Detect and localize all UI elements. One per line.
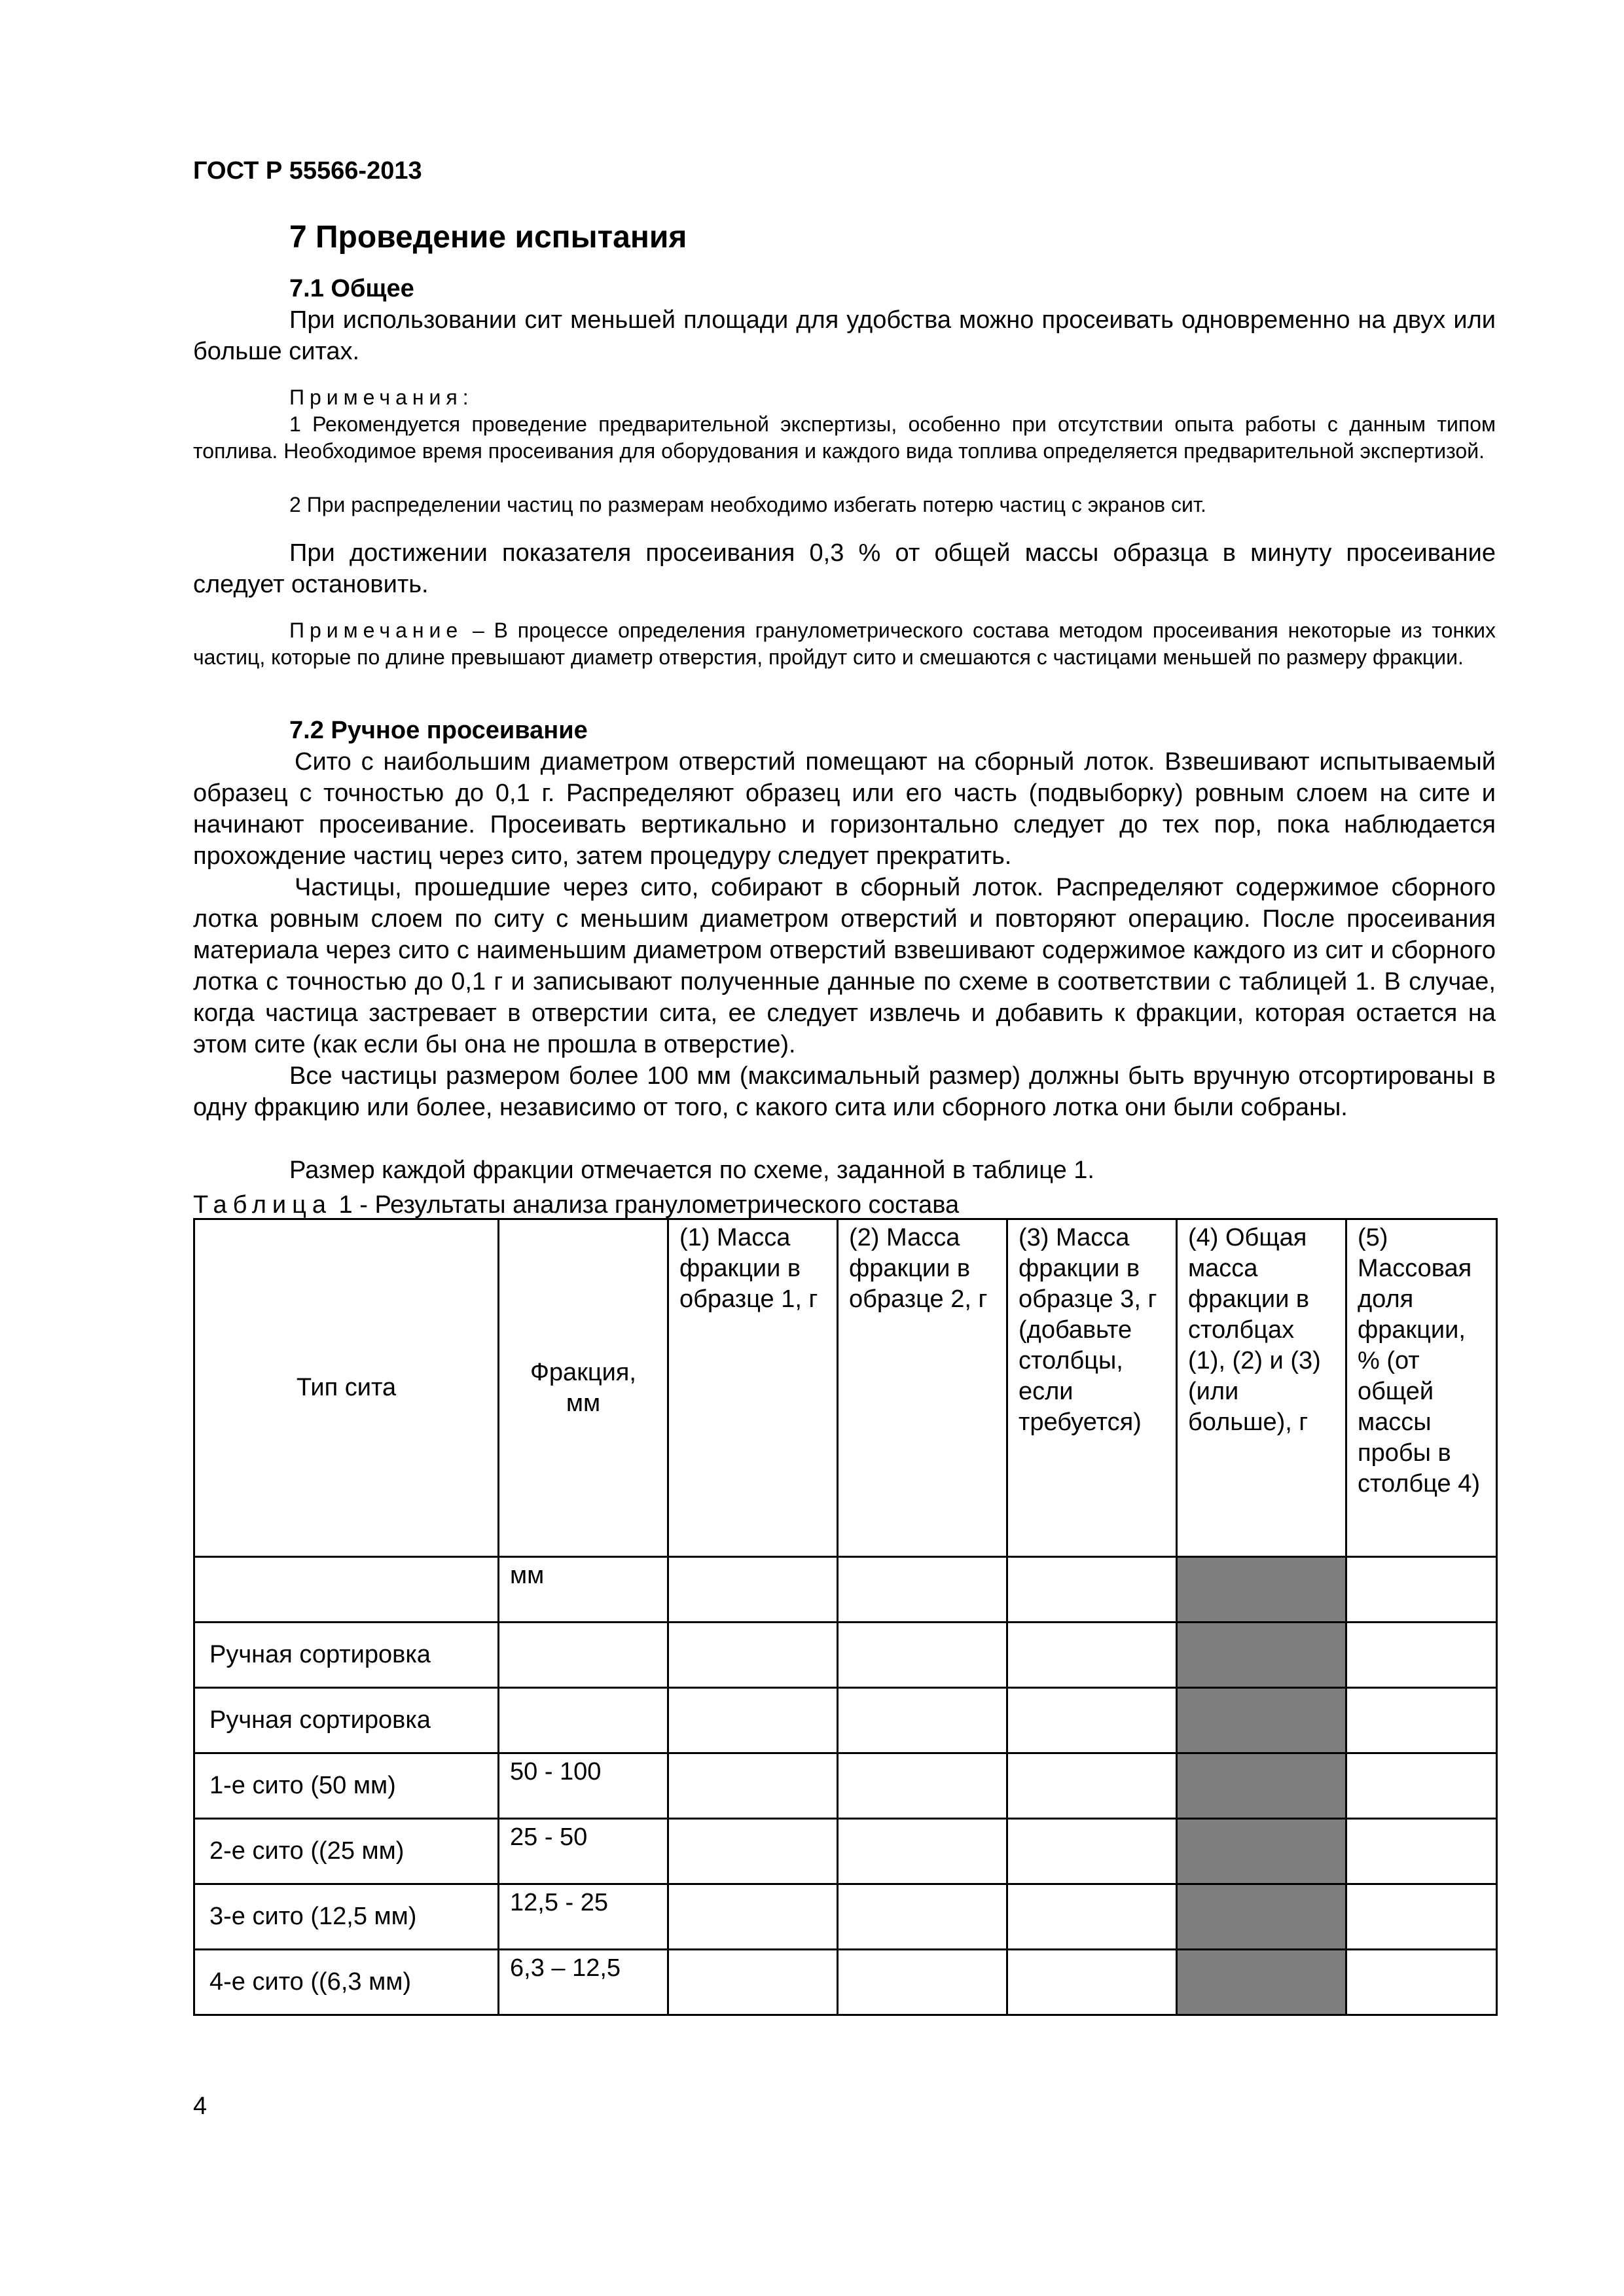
cell-sieve-type: Ручная сортировка xyxy=(194,1688,499,1753)
notes-label: Примечания: xyxy=(289,386,474,409)
table-row xyxy=(194,1753,1497,1819)
table-caption xyxy=(193,1189,959,1221)
cell-fraction: 12,5 - 25 xyxy=(499,1884,668,1950)
cell-mass-sample-3 xyxy=(1007,1557,1177,1623)
header-mass-sample-2: (2) Масса фракции в образце 2, г xyxy=(838,1219,1007,1557)
cell-mass-sample-2 xyxy=(838,1688,1007,1753)
cell-mass-sample-1 xyxy=(668,1623,838,1688)
cell-fraction: 25 - 50 xyxy=(499,1819,668,1884)
page-number: 4 xyxy=(193,2092,208,2120)
cell-sieve-type xyxy=(194,1557,499,1623)
paragraph-7-1-1: При использовании сит меньшей площади для удобства можно просеивать одновременно на двух или больше ситах. xyxy=(193,306,1496,365)
cell-sieve-type: 4-е сито ((6,3 мм) xyxy=(194,1950,499,2015)
cell-fraction xyxy=(499,1623,668,1688)
cell-mass-sample-3 xyxy=(1007,1884,1177,1950)
note-2: 2 При распределении частиц по размерам необходимо избегать потерю частиц с экранов сит. xyxy=(289,493,1206,516)
cell-sieve-type: Ручная сортировка xyxy=(194,1623,499,1688)
cell-fraction: 50 - 100 xyxy=(499,1753,668,1819)
cell-mass-sample-3 xyxy=(1007,1623,1177,1688)
table-row xyxy=(194,1688,1497,1753)
cell-total-mass xyxy=(1177,1623,1346,1688)
cell-mass-sample-1 xyxy=(668,1557,838,1623)
cell-sieve-type: 2-е сито ((25 мм) xyxy=(194,1819,499,1884)
cell-mass-sample-1 xyxy=(668,1753,838,1819)
table-row xyxy=(194,1557,1497,1623)
header-sieve-type: Тип сита xyxy=(194,1219,499,1557)
section-title: 7 Проведение испытания xyxy=(289,220,687,255)
note-label: Примечание xyxy=(289,619,463,642)
cell-mass-sample-2 xyxy=(838,1819,1007,1884)
table-caption-label: Таблица xyxy=(193,1191,332,1219)
cell-mass-fraction xyxy=(1346,1819,1497,1884)
header-mass-sample-3: (3) Масса фракции в образце 3, г (добавьте столбцы, если требуется) xyxy=(1007,1219,1177,1557)
subsection-title-7-2: 7.2 Ручное просеивание xyxy=(289,717,588,744)
cell-mass-sample-1 xyxy=(668,1884,838,1950)
cell-fraction xyxy=(499,1688,668,1753)
note-1: 1 Рекомендуется проведение предварительной экспертизы, особенно при отсутствии опыта работы с данным типом топлива. Необходимое время просеивания для оборудования и каждого вида топлива определяется предварительной экспертизой. xyxy=(193,412,1496,463)
table-row xyxy=(194,1950,1497,2015)
cell-mass-sample-1 xyxy=(668,1688,838,1753)
paragraph-7-1-2: При достижении показателя просеивания 0,3 % от общей массы образца в минуту просеивание следует остановить. xyxy=(193,539,1496,598)
cell-mass-fraction xyxy=(1346,1688,1497,1753)
header-total-mass: (4) Общая масса фракции в столбцах (1), (2) и (3) (или больше), г xyxy=(1177,1219,1346,1557)
cell-total-mass xyxy=(1177,1557,1346,1623)
subsection-title-7-1: 7.1 Общее xyxy=(289,275,414,302)
paragraph-7-2-1: Сито с наибольшим диаметром отверстий помещают на сборный лоток. Взвешивают испытываемый образец с точностью до 0,1 г. Распределяют образец или его часть (подвыборку) ровным слоем на сите и начинают просеивание. Просеивать вертикально и горизонтально следует до тех пор, пока наблюдается прохождение частиц через сито, затем процедуру следует прекратить. xyxy=(193,748,1496,870)
header-mass-sample-1: (1) Масса фракции в образце 1, г xyxy=(668,1219,838,1557)
table-row xyxy=(194,1819,1497,1884)
cell-mass-sample-3 xyxy=(1007,1753,1177,1819)
cell-fraction: 6,3 – 12,5 xyxy=(499,1950,668,2015)
cell-mass-sample-2 xyxy=(838,1557,1007,1623)
cell-sieve-type: 3-е сито (12,5 мм) xyxy=(194,1884,499,1950)
results-table xyxy=(193,1218,1498,2016)
cell-sieve-type: 1-е сито (50 мм) xyxy=(194,1753,499,1819)
table-row xyxy=(194,1884,1497,1950)
cell-mass-fraction xyxy=(1346,1557,1497,1623)
cell-mass-sample-2 xyxy=(838,1950,1007,2015)
header-fraction: Фракция, мм xyxy=(499,1219,668,1557)
cell-total-mass xyxy=(1177,1819,1346,1884)
cell-mass-fraction xyxy=(1346,1950,1497,2015)
cell-mass-sample-1 xyxy=(668,1819,838,1884)
cell-total-mass xyxy=(1177,1688,1346,1753)
cell-mass-sample-3 xyxy=(1007,1819,1177,1884)
cell-mass-fraction xyxy=(1346,1623,1497,1688)
table-header-row xyxy=(194,1219,1497,1557)
cell-mass-sample-2 xyxy=(838,1623,1007,1688)
cell-mass-sample-1 xyxy=(668,1950,838,2015)
cell-mass-sample-2 xyxy=(838,1753,1007,1819)
cell-mass-fraction xyxy=(1346,1753,1497,1819)
note-text: – В процессе определения гранулометрического состава методом просеивания некоторые из тонких частиц, которые по длине превышают диаметр отверстия, пройдут сито и смешаются с частицами меньшей по размеру фракции. xyxy=(193,619,1496,669)
table-caption-text: 1 - Результаты анализа гранулометрического состава xyxy=(332,1191,960,1219)
cell-fraction: мм xyxy=(499,1557,668,1623)
cell-mass-sample-3 xyxy=(1007,1950,1177,2015)
cell-total-mass xyxy=(1177,1884,1346,1950)
table-row xyxy=(194,1623,1497,1688)
cell-mass-sample-2 xyxy=(838,1884,1007,1950)
paragraph-7-2-3: Все частицы размером более 100 мм (максимальный размер) должны быть вручную отсортированы в одну фракцию или более, независимо от того, с какого сита или сборного лотка они были собраны. xyxy=(193,1062,1496,1121)
cell-total-mass xyxy=(1177,1753,1346,1819)
cell-mass-sample-3 xyxy=(1007,1688,1177,1753)
cell-total-mass xyxy=(1177,1950,1346,2015)
paragraph-7-2-2: Частицы, прошедшие через сито, собирают в сборный лоток. Распределяют содержимое сборного лотка ровным слоем по ситу с меньшим диаметром отверстий и повторяют операцию. После просеивания материала через сито с наименьшим диаметром отверстий взвешивают содержимое каждого из сит и сборного лотка с точностью до 0,1 г и записывают полученные данные по схеме в соответствии с таблицей 1. В случае, когда частица застревает в отверстии сита, ее следует извлечь и добавить к фракции, которая остается на этом сите (как если бы она не прошла в отверстие). xyxy=(193,874,1496,1058)
note-single xyxy=(193,617,1496,671)
paragraph-7-2-4: Размер каждой фракции отмечается по схеме, заданной в таблице 1. xyxy=(289,1157,1094,1184)
header-mass-fraction: (5) Массовая доля фракции, % (от общей массы пробы в столбце 4) xyxy=(1346,1219,1497,1557)
document-header: ГОСТ Р 55566-2013 xyxy=(193,157,422,185)
cell-mass-fraction xyxy=(1346,1884,1497,1950)
